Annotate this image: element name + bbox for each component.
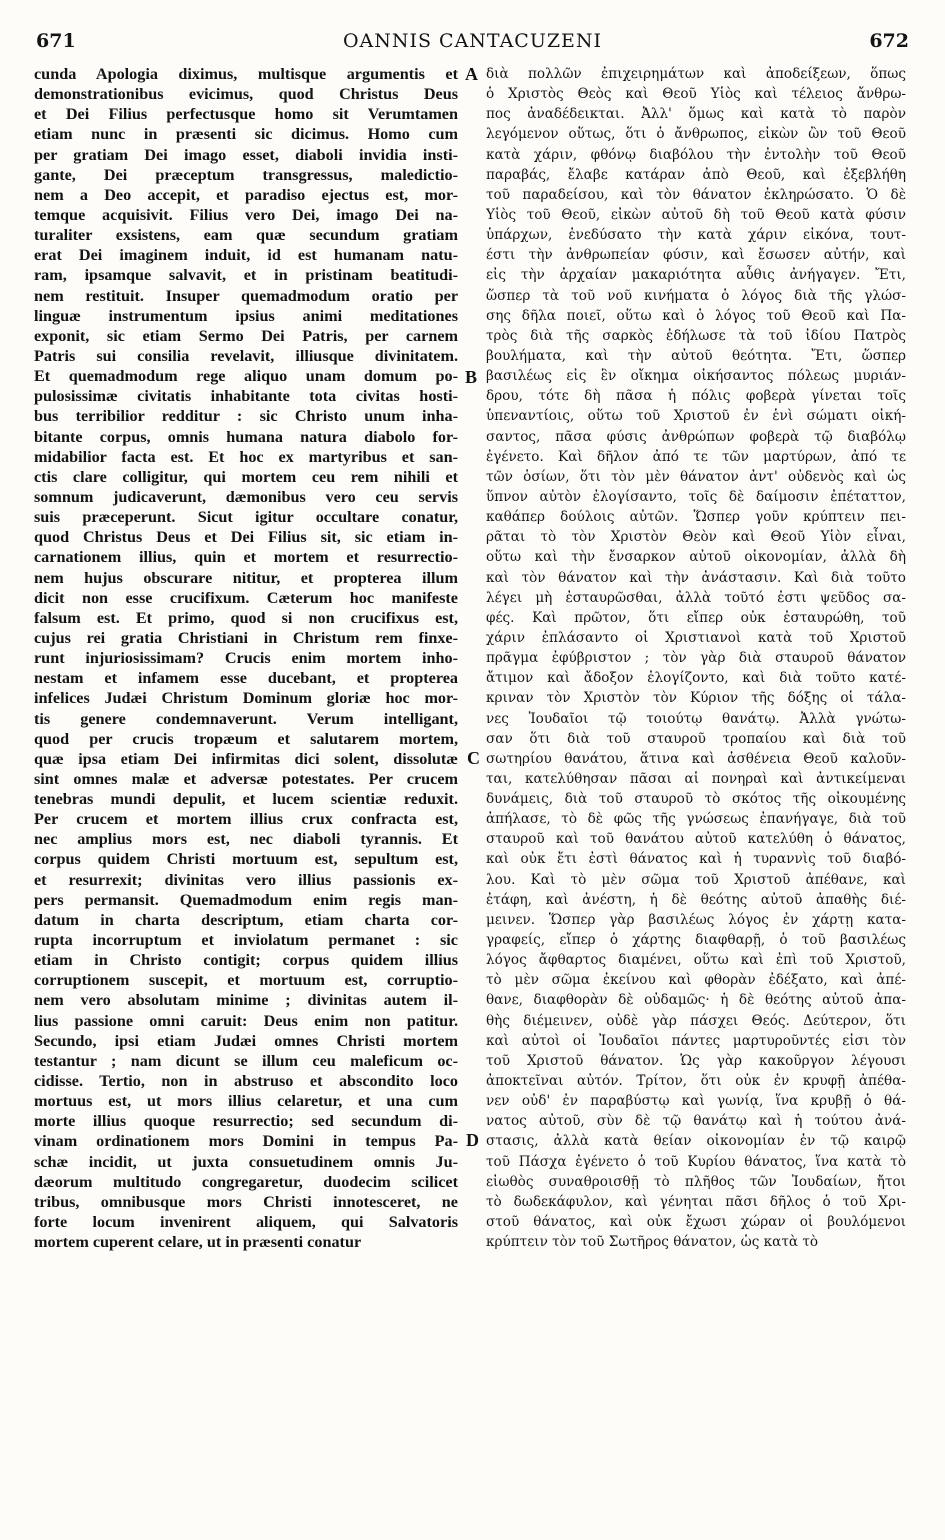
greek-text-line: θανε, διαφθορὰν δὲ οὐδαμῶς· ἡ δὲ θεότης αὐτοῦ ἀπα- — [486, 992, 906, 1009]
greek-text-line: καθάπερ δούλοις αὐτῶν. Ὥσπερ γοῦν κρύπτειν πει- — [486, 509, 906, 526]
latin-text-line: falsum est. Et primo, quod si non crucifixus est, — [34, 608, 458, 627]
latin-text-line: testantur ; nam dicunt se illum ceu maleficum oc- — [34, 1051, 458, 1070]
greek-text-line: χάριν ἐπλάσαντο οἱ Χριστιανοὶ κατὰ τοῦ Χριστοῦ — [486, 629, 906, 646]
greek-text-line: νεν οὐδ' ἐν παραβύστῳ καὶ γωνίᾳ, ἵνα κρυβῇ ὁ θά- — [486, 1093, 906, 1110]
greek-text-line: ται, κατελύθησαν πᾶσαι αἱ πονηραὶ καὶ ἀντικείμεναι — [486, 770, 906, 787]
latin-text-line: quod Christus Deus et Dei Filius sit, sic etiam in- — [34, 528, 458, 547]
greek-text-line: στοῦ θάνατος, καὶ οὐκ ἔχωσι χώραν οἱ βουλόμενοι — [486, 1214, 906, 1231]
greek-text-line: οὕτω καὶ τὴν ἔνσαρκον αὐτοῦ οἰκονομίαν, ἀλλὰ δὴ — [486, 549, 906, 566]
greek-text-line: πρᾶγμα ἐφύβριστον ; τὸν γὰρ διὰ σταυροῦ θάνατον — [486, 650, 906, 667]
greek-text-line: στασις, ἀλλὰ κατὰ θείαν οἰκονομίαν ἐν τῷ καιρῷ — [486, 1133, 906, 1150]
latin-text-line: carnationem illius, quin et mortem et resurrectio- — [34, 548, 458, 567]
greek-text-line: τὸ δωδεκάφυλον, καὶ γένηται πᾶσι δῆλος ὁ τοῦ Χρι- — [486, 1193, 906, 1210]
latin-text-line: dæorum multitudo congregaretur, duodecim scilicet — [34, 1172, 458, 1191]
greek-text-line: βουλήματα, καὶ τὴν αὐτοῦ θεότητα. Ἔτι, ὥσπερ — [486, 347, 906, 364]
latin-text-line: ctis clare colligitur, qui mortem ceu rem nihili et — [34, 467, 458, 486]
latin-text-line: bitante corpus, omnis humana natura diabolo for- — [34, 427, 458, 446]
latin-text-line: rupta incorruptum et inviolatum permanet : sic — [34, 931, 458, 950]
greek-text-line: ἀπήλασε, τὸ δὲ φῶς τῆς γνώσεως ἐπανήγαγε, διὰ τοῦ — [486, 811, 906, 828]
latin-text-line: erat Dei imaginem induit, id est humanam natu- — [34, 246, 458, 265]
greek-text-line: βασιλέως εἰς ἓν οἴκημα οἰκήσαντος πόλεως μυριάν- — [486, 368, 906, 385]
latin-text-line: exponit, sic etiam Sermo Dei Patris, per carnem — [34, 326, 458, 345]
running-title: OANNIS CANTACUZENI — [342, 30, 603, 52]
greek-text-line: εἰς τὴν ἀρχαίαν μακαριότητα αὖθις ἀνήγαγεν. Ἔτι, — [486, 267, 906, 284]
latin-text-line: sint omnes malæ et adversæ potestates. Per crucem — [34, 769, 458, 788]
latin-text-line: pers permansit. Quemadmodum enim regis man- — [34, 890, 458, 909]
greek-text-line: τὸ μὲν σῶμα ἐκείνου καὶ φθορὰν ἐδέξατο, καὶ ἀπέ- — [486, 972, 906, 989]
latin-text-line: pulosissimæ civitatis inhabitante tota civitas hosti- — [34, 387, 458, 406]
page-number-right: 672 — [869, 30, 909, 52]
greek-text-line: καὶ τὸν θάνατον καὶ τὴν ἀνάστασιν. Καὶ διὰ τοῦτο — [486, 569, 906, 586]
latin-text-line: etiam in Christo contigit; corpus quidem illius — [34, 951, 458, 970]
greek-text-line: σης δῆλα ποιεῖ, οὕτω καὶ ὁ λόγος τοῦ Θεοῦ καὶ Πα- — [486, 307, 906, 324]
greek-text-line: θὴς διέμεινεν, οὐδὲ γὰρ πάσχει Θεός. Δεύτερον, ὅτι — [486, 1012, 906, 1029]
greek-text-line: ἐτάφη, καὶ ἀνέστη, ἡ δὲ θεότης αὐτοῦ ἀπαθὴς διέ- — [486, 891, 906, 908]
latin-text-line: Per crucem et mortem illius crux confracta est, — [34, 810, 458, 829]
latin-text-line: morte illius quoque resurrectio; sed secundum di- — [34, 1112, 458, 1131]
latin-text-line: tenebras mundi depulit, et lucem scientiæ reduxit. — [34, 790, 458, 809]
greek-text-line: σταυροῦ καὶ τοῦ θανάτου αὐτοῦ κατελύθη ὁ θάνατος, — [486, 831, 906, 848]
greek-text-line: έστι τὴν ἀνθρωπείαν φύσιν, καὶ ἔσωσεν αὐτήν, καὶ — [486, 247, 906, 264]
latin-text-line: linguæ instrumentum ipsius animi meditationes — [34, 306, 458, 325]
latin-text-line: runt injuriosissimam? Crucis enim mortem inho- — [34, 649, 458, 668]
section-marker-c: C — [467, 748, 480, 768]
greek-text-line: σωτηρίου θανάτου, ἅτινα καὶ ἀσθένεια Θεοῦ καλοῦν- — [486, 750, 906, 767]
latin-text-line: nec amplius mors est, nec diaboli tyrannis. Et — [34, 830, 458, 849]
latin-text-line: quod per crucis tropæum et salutarem mortem, — [34, 729, 458, 748]
greek-text-line: τοῦ Πάσχα ἐγένετο ὁ τοῦ Κυρίου θάνατος, ἵνα κατὰ τὸ — [486, 1153, 906, 1170]
greek-text-line: διὰ πολλῶν ἐπιχειρημάτων καὶ ἀποδείξεων, ὅπως — [486, 66, 906, 82]
greek-text-line: σαντος, πᾶσα φύσις ἀνθρώπων φοβερὰ τῷ διαβόλῳ — [486, 428, 906, 445]
latin-text-line: quæ ipsa etiam Dei infirmitas dici solent, dissolutæ — [34, 749, 458, 768]
greek-text-line: καὶ αὐτοὶ οἱ Ἰουδαῖοι πάντες μαρτυροῦντές εἰσι τὸν — [486, 1032, 906, 1049]
greek-text-line: ὑπεναντίοις, οὕτω τοῦ Χριστοῦ ἐν ἑνὶ σώματι οἰκή- — [486, 408, 906, 425]
greek-column — [486, 64, 906, 1252]
greek-text-line: ὕπνον αὐτὸν ἐλογίσαντο, τοῖς δὲ δαίμοσιν ἐπέταττον, — [486, 488, 906, 505]
latin-text-line: lius passione omni caruit: Deus enim non patitur. — [34, 1011, 458, 1030]
greek-text-line: ρᾶται τὸ τὸν Χριστὸν Θεὸν καὶ Θεοῦ Υἱὸν εἶναι, — [486, 529, 906, 546]
latin-text-line: tribus, omnibusque mors Christi innotesceret, ne — [34, 1192, 458, 1211]
greek-text-line: σαν ὅτι διὰ τοῦ σταυροῦ τροπαίου καὶ διὰ τοῦ — [486, 730, 906, 747]
latin-text-line: suis præceperunt. Sicut igitur occultare conatur, — [34, 508, 458, 527]
greek-text-line: ὥσπερ τὰ τοῦ νοῦ κινήματα ὁ λόγος διὰ τῆς γλώσ- — [486, 287, 906, 304]
latin-text-line: forte locum invenirent aliquem, qui Salvatoris — [34, 1213, 458, 1232]
greek-text-line: δρου, τότε δὴ πᾶσα ἡ πόλις φοβερὰ γίνεται τοῖς — [486, 388, 906, 405]
section-marker-d: D — [466, 1130, 479, 1150]
greek-text-line: νες Ἰουδαῖοι τῷ τοιούτῳ θανάτῳ. Ἀλλὰ γνώτω- — [486, 710, 906, 727]
greek-text-line: λεγόμενον οὕτως, ὅτι ὁ ἄνθρωπος, εἰκὼν ὢν τοῦ Θεοῦ — [486, 126, 906, 143]
latin-text-line: turaliter exsistens, eam quæ secundum gratiam — [34, 226, 458, 245]
latin-text-line: corpus quidem Christi mortuum est, sepultum est, — [34, 850, 458, 869]
latin-text-line: Secundo, ipsi etiam Judæi omnes Christi mortem — [34, 1031, 458, 1050]
latin-text-line: nem restituit. Insuper quemadmodum oratio per — [34, 286, 458, 305]
latin-text-line: mortuus est, ut mors illius celaretur, et una cum — [34, 1092, 458, 1111]
greek-text-line: φές. Καὶ πρῶτον, ὅτι εἴπερ οὐκ ἐσταυρώθη, τοῦ — [486, 609, 906, 626]
greek-text-line: Υἱὸς τοῦ Θεοῦ, εἰκὼν αὐτοῦ δὴ τοῦ Θεοῦ κατὰ φύσιν — [486, 206, 906, 223]
latin-text-line: nem vero absolutam minime ; divinitas autem il- — [34, 991, 458, 1010]
latin-column — [34, 64, 458, 1252]
latin-text-line: corruptionem suscepit, et mortuum est, corruptio- — [34, 971, 458, 990]
greek-text-line: κρύπτειν τὸν τοῦ Σωτῆρος θάνατον, ὡς κατὰ τὸ — [486, 1234, 819, 1251]
greek-text-line: λου. Καὶ τὸ μὲν σῶμα τοῦ Χριστοῦ ἀπέθανε, καὶ — [486, 871, 906, 888]
latin-text-line: schæ incidit, ut juxta consuetudinem omnis Ju- — [34, 1152, 458, 1171]
greek-text-line: πος ἀναδέδεικται. Ἀλλ' ὅμως καὶ κατὰ τὸ παρὸν — [486, 106, 906, 123]
greek-text-line: ἀποκτεῖναι αὐτόν. Τρίτον, ὅτι οὐκ ἐν κρυφῇ ἀπέθα- — [486, 1073, 906, 1090]
greek-text-line: τοῦ Χριστοῦ θάνατον. Ὡς γὰρ κακοῦργον λέγουσι — [486, 1052, 906, 1069]
greek-text-line: γραφείς, εἴπερ ὁ χάρτης διαφθαρῇ, ὁ τοῦ βασιλέως — [486, 932, 906, 949]
latin-text-line: tis genere condemnaverunt. Verum intelligant, — [34, 709, 458, 728]
greek-text-line: ἄτιμον καὶ ἄδοξον ἐλογίζοντο, καὶ διὰ τοῦτο κατέ- — [486, 670, 906, 687]
latin-text-line: mortem cuperent celare, ut in præsenti conatur — [34, 1233, 362, 1252]
page-number-left: 671 — [36, 30, 76, 52]
latin-text-line: demonstrationibus evicimus, quod Christus Deus — [34, 85, 458, 104]
latin-text-line: nem a Deo accepit, et paradiso ejectus est, mor- — [34, 185, 458, 204]
greek-text-line: νατος αὐτοῦ, σὺν δὲ τῷ θανάτῳ καὶ ἡ τούτου ἀνά- — [486, 1113, 906, 1130]
greek-text-line: καὶ οὐκ ἔτι ἐστὶ θάνατος καὶ ἡ τυραννὶς τοῦ διαβό- — [486, 851, 906, 868]
section-marker-b: B — [465, 367, 478, 387]
latin-text-line: cujus rei gratia Christiani in Christum rem finxe- — [34, 628, 458, 647]
greek-text-line: εἰωθὸς συναθροισθῇ τὸ πλῆθος τῶν Ἰουδαίων, ἤτοι — [486, 1173, 906, 1190]
latin-text-line: et Dei Filius perfectusque homo sit Verumtamen — [34, 105, 458, 124]
section-marker-a: A — [465, 64, 478, 84]
running-header — [36, 30, 909, 56]
greek-text-line: ἐγένετο. Καὶ δῆλον ἀπό τε τῶν μαρτύρων, ἀπό τε — [486, 448, 906, 465]
latin-text-line: et resurrexit; divinitas vero illius passionis ex- — [34, 870, 458, 889]
greek-text-line: τοῦ παραδείσου, καὶ τὸν θάνατον ἐκληρώσατο. Ὁ δὲ — [486, 186, 906, 203]
latin-text-line: midabilior facta est. Et hoc ex martyribus et san- — [34, 447, 458, 466]
greek-text-line: τῶν ὁσίων, ὅτι τὸν μὲν θάνατον ἀντ' οὐδενὸς καὶ ὡς — [486, 468, 906, 485]
greek-text-line: κριναν τὸν Χριστὸν τὸν Κύριον τῆς δόξης οἱ τάλα- — [486, 690, 906, 707]
greek-text-line: παραβάς, ἔλαβε κατάραν ἀπὸ Θεοῦ, καὶ ἐξεβλήθη — [486, 166, 906, 183]
latin-text-line: etiam nunc in præsenti sic dicimus. Homo cum — [34, 125, 458, 144]
latin-text-line: Et quemadmodum rege aliquo unam domum po- — [34, 367, 458, 386]
greek-text-line: μεινεν. Ὥσπερ γὰρ βασιλέως λόγος ἐν χάρτῃ κατα- — [486, 911, 906, 928]
latin-text-line: per gratiam Dei imago esset, diaboli invidia insti- — [34, 145, 458, 164]
latin-text-line: datum in charta descriptum, etiam charta cor- — [34, 910, 458, 929]
latin-text-line: Patris sui consilia revelavit, illiusque divinitatem. — [34, 346, 458, 365]
latin-text-line: vinam ordinationem mors Domini in tempus Pa- — [34, 1132, 458, 1151]
latin-text-line: dicit non esse crucifixum. Cæterum hoc manifeste — [34, 588, 458, 607]
latin-text-line: nem hujus obscurare nititur, et propterea illum — [34, 568, 458, 587]
greek-text-line: τρὸς διὰ τῆς σαρκὸς ἐδήλωσε τὰ τοῦ ἰδίου Πατρὸς — [486, 327, 906, 344]
latin-text-line: cunda Apologia diximus, multisque argumentis et — [34, 65, 458, 83]
latin-text-line: ram, ipsamque salvavit, et in pristinam beatitudi- — [34, 266, 458, 285]
latin-text-line: bus terribilior redditur : sic Christo unum inha- — [34, 407, 458, 426]
latin-text-line: temque acquisivit. Filius vero Dei, imago Dei na- — [34, 205, 458, 224]
greek-text-line: λόγος ἄφθαρτος διαμένει, οὕτω καὶ ἐπὶ τοῦ Χριστοῦ, — [486, 952, 906, 969]
latin-text-line: gante, Dei præceptum transgressus, maledictio- — [34, 165, 458, 184]
greek-text-line: κατὰ χάριν, φθόνῳ διαβόλου τὴν ἐντολὴν τοῦ Θεοῦ — [486, 146, 906, 163]
latin-text-line: nestam et infamem esse ducebant, et propterea — [34, 669, 458, 688]
greek-text-line: ὑπάρχων, ἐνεδύσατο τὴν κατὰ χάριν εἰκόνα, τουτ- — [486, 227, 906, 244]
greek-text-line: λέγει μὴ ἐσταυρῶσθαι, ἀλλὰ τοῦτό ἐστι ψεῦδος σα- — [486, 589, 906, 606]
greek-text-line: δυνάμεις, διὰ τοῦ σταυροῦ τὸ σκότος τῆς οἰκουμένης — [486, 791, 906, 808]
latin-text-line: somnum judicaverunt, dæmonibus vero ceu servis — [34, 487, 458, 506]
greek-text-line: ὁ Χριστὸς Θεὸς καὶ Θεοῦ Υἱὸς καὶ τέλειος ἄνθρω- — [486, 86, 906, 103]
latin-text-line: infelices Judæi Christum Dominum gloriæ hoc mor- — [34, 689, 458, 708]
latin-text-line: cidisse. Tertio, non in abstruso et abscondito loco — [34, 1072, 458, 1091]
